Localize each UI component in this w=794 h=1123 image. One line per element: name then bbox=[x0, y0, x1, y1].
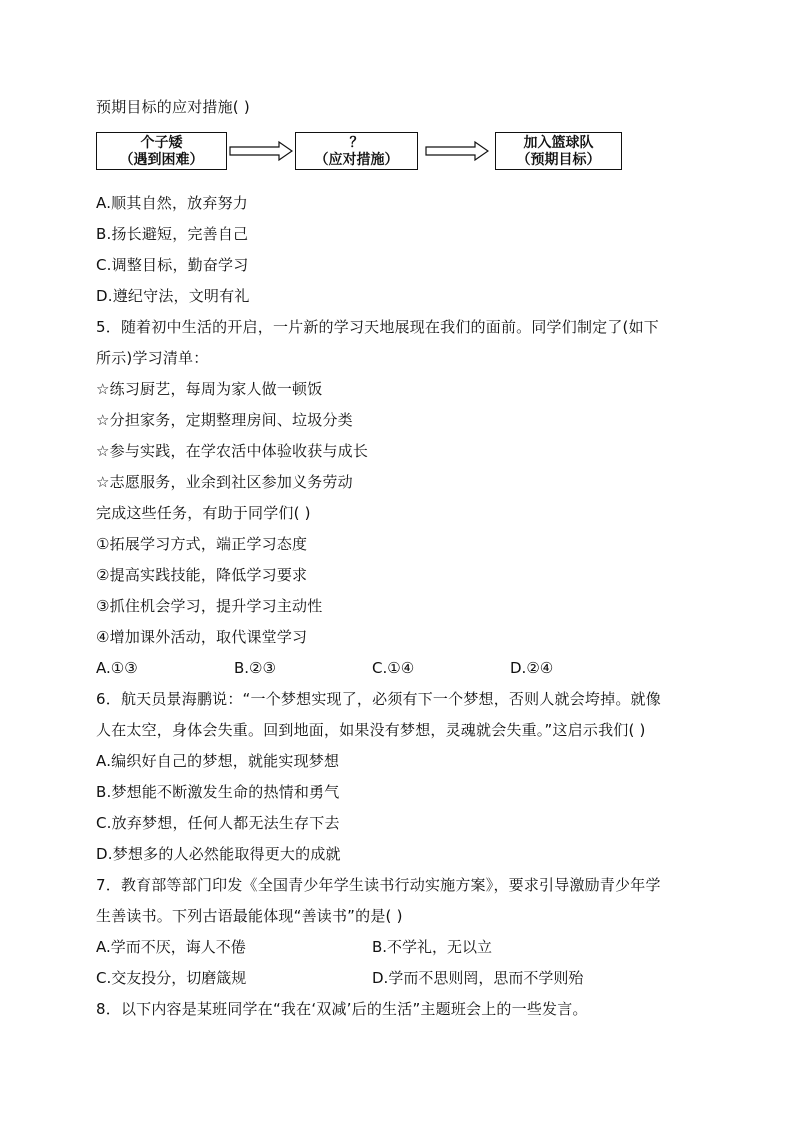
q4-option-b: B.扬长避短，完善自己 bbox=[96, 225, 249, 243]
q5-statement-3: ③抓住机会学习，提升学习主动性 bbox=[96, 597, 323, 615]
q5-list-item: ☆分担家务，定期整理房间、垃圾分类 bbox=[96, 411, 353, 429]
q4-option-d: D.遵纪守法，文明有礼 bbox=[96, 287, 250, 305]
q6-option-b: B.梦想能不断激发生命的热情和勇气 bbox=[96, 783, 340, 801]
q7-option-b: B.不学礼，无以立 bbox=[372, 938, 493, 956]
q5-list-item: ☆参与实践，在学农活中体验收获与成长 bbox=[96, 442, 369, 460]
q6-option-c: C.放弃梦想，任何人都无法生存下去 bbox=[96, 814, 340, 832]
q7-stem-line2: 生善读书。下列古语最能体现“善读书”的是( ) bbox=[96, 907, 403, 925]
q5-list-item: ☆志愿服务，业余到社区参加义务劳动 bbox=[96, 473, 353, 491]
q6-stem-line1: 6．航天员景海鹏说：“一个梦想实现了，必须有下一个梦想，否则人就会垮掉。就像 bbox=[96, 690, 661, 708]
q8-stem-line1: 8．以下内容是某班同学在“我在‘双减’后的生活”主题班会上的一些发言。 bbox=[96, 1000, 588, 1018]
q5-stem-line2: 所示)学习清单： bbox=[96, 349, 209, 367]
q5-statement-2: ②提高实践技能，降低学习要求 bbox=[96, 566, 308, 584]
q5-option-c: C.①④ bbox=[372, 659, 415, 677]
q7-option-d: D.学而不思则罔，思而不学则殆 bbox=[372, 969, 584, 987]
flow-box-difficulty-label: （遇到困难） bbox=[119, 152, 204, 168]
q5-statement-4: ④增加课外活动，取代课堂学习 bbox=[96, 628, 308, 646]
q5-option-a: A.①③ bbox=[96, 659, 138, 677]
q5-list-item: ☆练习厨艺，每周为家人做一顿饭 bbox=[96, 380, 323, 398]
q5-question: 完成这些任务，有助于同学们( ) bbox=[96, 504, 311, 522]
right-arrow-icon bbox=[229, 140, 293, 162]
q4-stem-tail: 预期目标的应对措施( ) bbox=[96, 98, 250, 116]
flow-box-measure bbox=[295, 132, 418, 170]
flow-box-difficulty bbox=[96, 132, 227, 170]
q4-flow-diagram bbox=[96, 132, 626, 172]
q6-option-a: A.编织好自己的梦想，就能实现梦想 bbox=[96, 752, 340, 770]
q4-option-c: C.调整目标，勤奋学习 bbox=[96, 256, 249, 274]
q7-stem-line1: 7．教育部等部门印发《全国青少年学生读书行动实施方案》，要求引导激励青少年学 bbox=[96, 876, 661, 894]
q5-stem-line1: 5．随着初中生活的开启，一片新的学习天地展现在我们的面前。同学们制定了(如下 bbox=[96, 318, 659, 336]
flow-box-goal-label: （预期目标） bbox=[516, 152, 601, 168]
flow-box-goal bbox=[495, 132, 622, 170]
q4-option-a: A.顺其自然，放弃努力 bbox=[96, 194, 248, 212]
q5-option-d: D.②④ bbox=[510, 659, 554, 677]
q6-option-d: D.梦想多的人必然能取得更大的成就 bbox=[96, 845, 341, 863]
flow-box-goal-title: 加入篮球队 bbox=[523, 135, 594, 151]
q5-option-b: B.②③ bbox=[234, 659, 276, 677]
flow-box-measure-label: （应对措施） bbox=[314, 152, 399, 168]
q7-option-c: C.交友投分，切磨箴规 bbox=[96, 969, 247, 987]
q7-option-a: A.学而不厌，诲人不倦 bbox=[96, 938, 246, 956]
flow-box-difficulty-title: 个子矮 bbox=[140, 135, 183, 151]
q6-stem-line2: 人在太空，身体会失重。回到地面，如果没有梦想，灵魂就会失重。”这启示我们( ) bbox=[96, 721, 646, 739]
right-arrow-icon bbox=[425, 140, 489, 162]
flow-box-measure-title: ？ bbox=[349, 135, 364, 151]
q5-statement-1: ①拓展学习方式，端正学习态度 bbox=[96, 535, 308, 553]
